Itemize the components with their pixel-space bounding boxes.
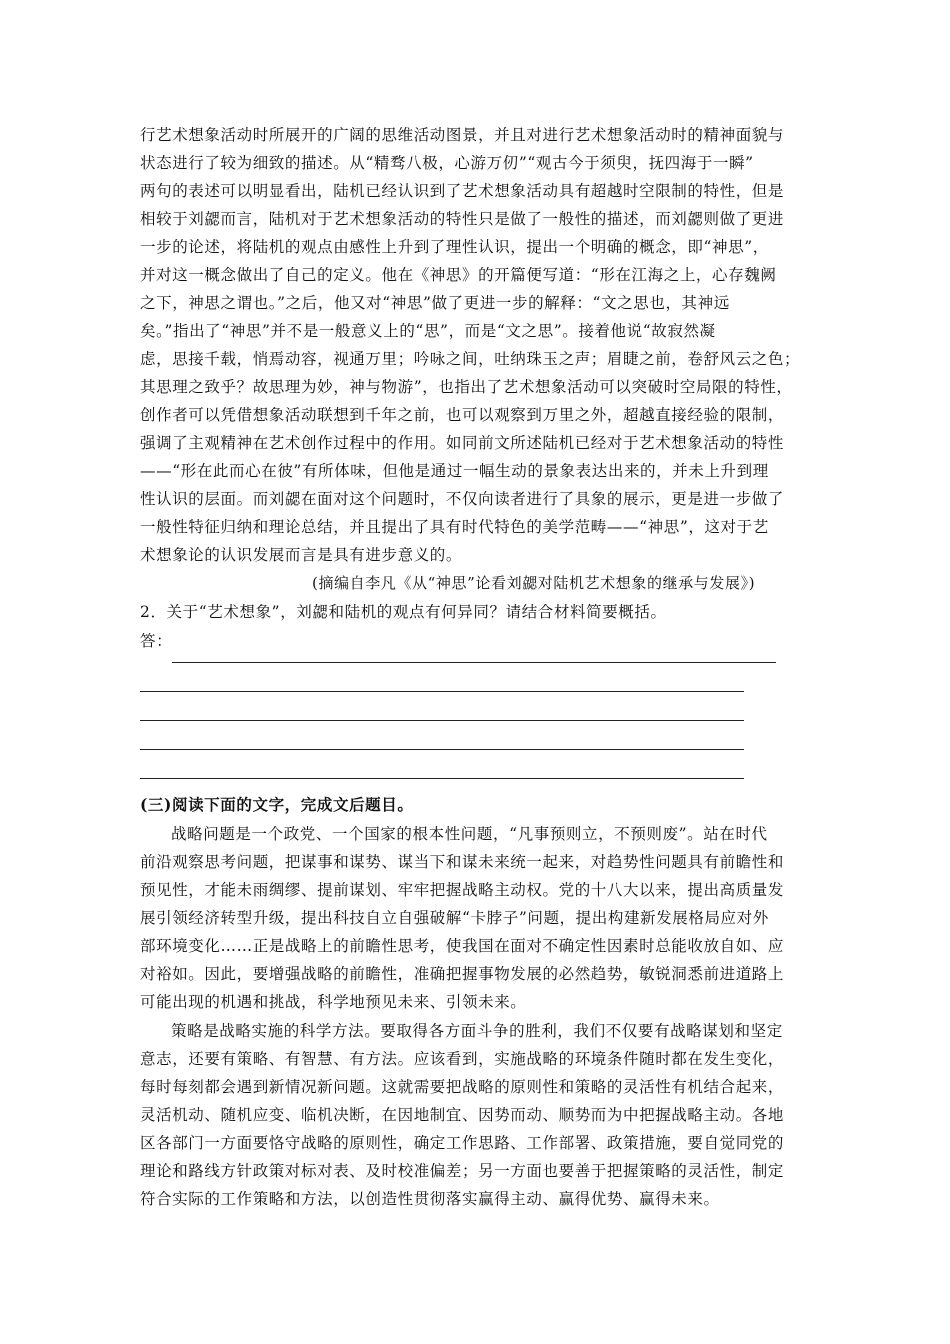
answer-line[interactable] — [140, 720, 744, 721]
paragraph-line: 可能出现的机遇和挑战，科学地预见未来、引领未来。 — [140, 993, 527, 1011]
passage-line: 术想象论的认识发展而言是具有进步意义的。 — [140, 546, 463, 564]
paragraph-line: 前沿观察思考问题，把谋事和谋势、谋当下和谋未来统一起来，对趋势性问题具有前瞻性和 — [140, 853, 785, 871]
passage-line: 一般性特征归纳和理论总结，并且提出了具有时代特色的美学范畴——“神思”，这对于艺 — [140, 518, 769, 536]
passage-line: 创作者可以凭借想象活动联想到千年之前，也可以观察到万里之外，超越直接经验的限制， — [140, 406, 785, 424]
source-citation: (摘编自李凡《从“神思”论看刘勰对陆机艺术想象的继承与发展》) — [312, 574, 756, 592]
passage-line: 一步的论述，将陆机的观点由感性上升到了理性认识，提出一个明确的概念，即“神思”， — [140, 238, 769, 256]
passage-line: 之下，神思之谓也。”之后，他又对“神思”做了更进一步的解释：“文之思也，其神远 — [140, 294, 730, 312]
passage-line: 并对这一概念做出了自己的定义。他在《神思》的开篇便写道：“形在江海之上，心存魏阙 — [140, 266, 777, 284]
passage-line: 性认识的层面。而刘勰在面对这个问题时，不仅向读者进行了具象的展示，更是进一步做了 — [140, 490, 785, 508]
passage-line: 行艺术想象活动时所展开的广阔的思维活动图景，并且对进行艺术想象活动时的精神面貌与 — [140, 126, 785, 144]
paragraph-line: 策略是战略实施的科学方法。要取得各方面斗争的胜利，我们不仅要有战略谋划和坚定 — [171, 1022, 783, 1040]
passage-line: 相较于刘勰而言，陆机对于艺术想象活动的特性只是做了一般性的描述，而刘勰则做了更进 — [140, 210, 785, 228]
paragraph-line: 对裕如。因此，要增强战略的前瞻性，准确把握事物发展的必然趋势，敏锐洞悉前进道路上 — [140, 965, 785, 983]
paragraph-line: 每时每刻都会遇到新情况新问题。这就需要把战略的原则性和策略的灵活性有机结合起来， — [140, 1078, 785, 1096]
paragraph-line: 战略问题是一个政党、一个国家的根本性问题，“凡事预则立，不预则废”。站在时代 — [171, 825, 768, 843]
answer-line[interactable] — [172, 662, 776, 663]
passage-line: 两句的表述可以明显看出，陆机已经认识到了艺术想象活动具有超越时空限制的特性，但是 — [140, 182, 785, 200]
paragraph-line: 区各部门一方面要恪守战略的原则性，确定工作思路、工作部署、政策措施，要自觉同党的 — [140, 1134, 785, 1152]
answer-line[interactable] — [140, 691, 744, 692]
section-3-title: (三)阅读下面的文字，完成文后题目。 — [140, 795, 414, 814]
answer-label: 答： — [140, 632, 173, 650]
paragraph-line: 理论和路线方针政策对标对表、及时校准偏差；另一方面也要善于把握策略的灵活性，制定 — [140, 1162, 785, 1180]
question-2: 2．关于“艺术想象”，刘勰和陆机的观点有何异同？请结合材料简要概括。 — [140, 603, 667, 621]
paragraph-line: 预见性，才能未雨绸缪、提前谋划、牢牢把握战略主动权。党的十八大以来，提出高质量发 — [140, 881, 785, 899]
passage-line: 虑，思接千载，悄焉动容，视通万里；吟咏之间，吐纳珠玉之声；眉睫之前，卷舒风云之色； — [140, 350, 801, 368]
answer-line[interactable] — [140, 778, 744, 779]
passage-line: 强调了主观精神在艺术创作过程中的作用。如同前文所述陆机已经对于艺术想象活动的特性 — [140, 434, 785, 452]
paragraph-line: 灵活机动、随机应变、临机决断，在因地制宜、因势而动、顺势而为中把握战略主动。各地 — [140, 1106, 785, 1124]
passage-line: 矣。”指出了“神思”并不是一般意义上的“思”，而是“文之思”。接着他说“故寂然凝 — [140, 322, 716, 340]
paragraph-line: 展引领经济转型升级，提出科技自立自强破解“卡脖子”问题，提出构建新发展格局应对外 — [140, 909, 769, 927]
paragraph-line: 意志，还要有策略、有智慧、有方法。应该看到，实施战略的环境条件随时都在发生变化， — [140, 1050, 785, 1068]
passage-line: 其思理之致乎？故思理为妙，神与物游”，也指出了艺术想象活动可以突破时空局限的特性， — [140, 378, 793, 396]
passage-line: 状态进行了较为细致的描述。从“精骛八极，心游万仞”“观古今于须臾，抚四海于一瞬” — [140, 154, 754, 172]
paragraph-line: 部环境变化……正是战略上的前瞻性思考，使我国在面对不确定性因素时总能收放自如、应 — [140, 937, 785, 955]
answer-line[interactable] — [140, 749, 744, 750]
passage-line: ——“形在此而心在彼”有所体味，但他是通过一幅生动的景象表达出来的，并未上升到理 — [140, 462, 769, 480]
paragraph-line: 符合实际的工作策略和方法，以创造性贯彻落实赢得主动、赢得优势、赢得未来。 — [140, 1190, 720, 1208]
